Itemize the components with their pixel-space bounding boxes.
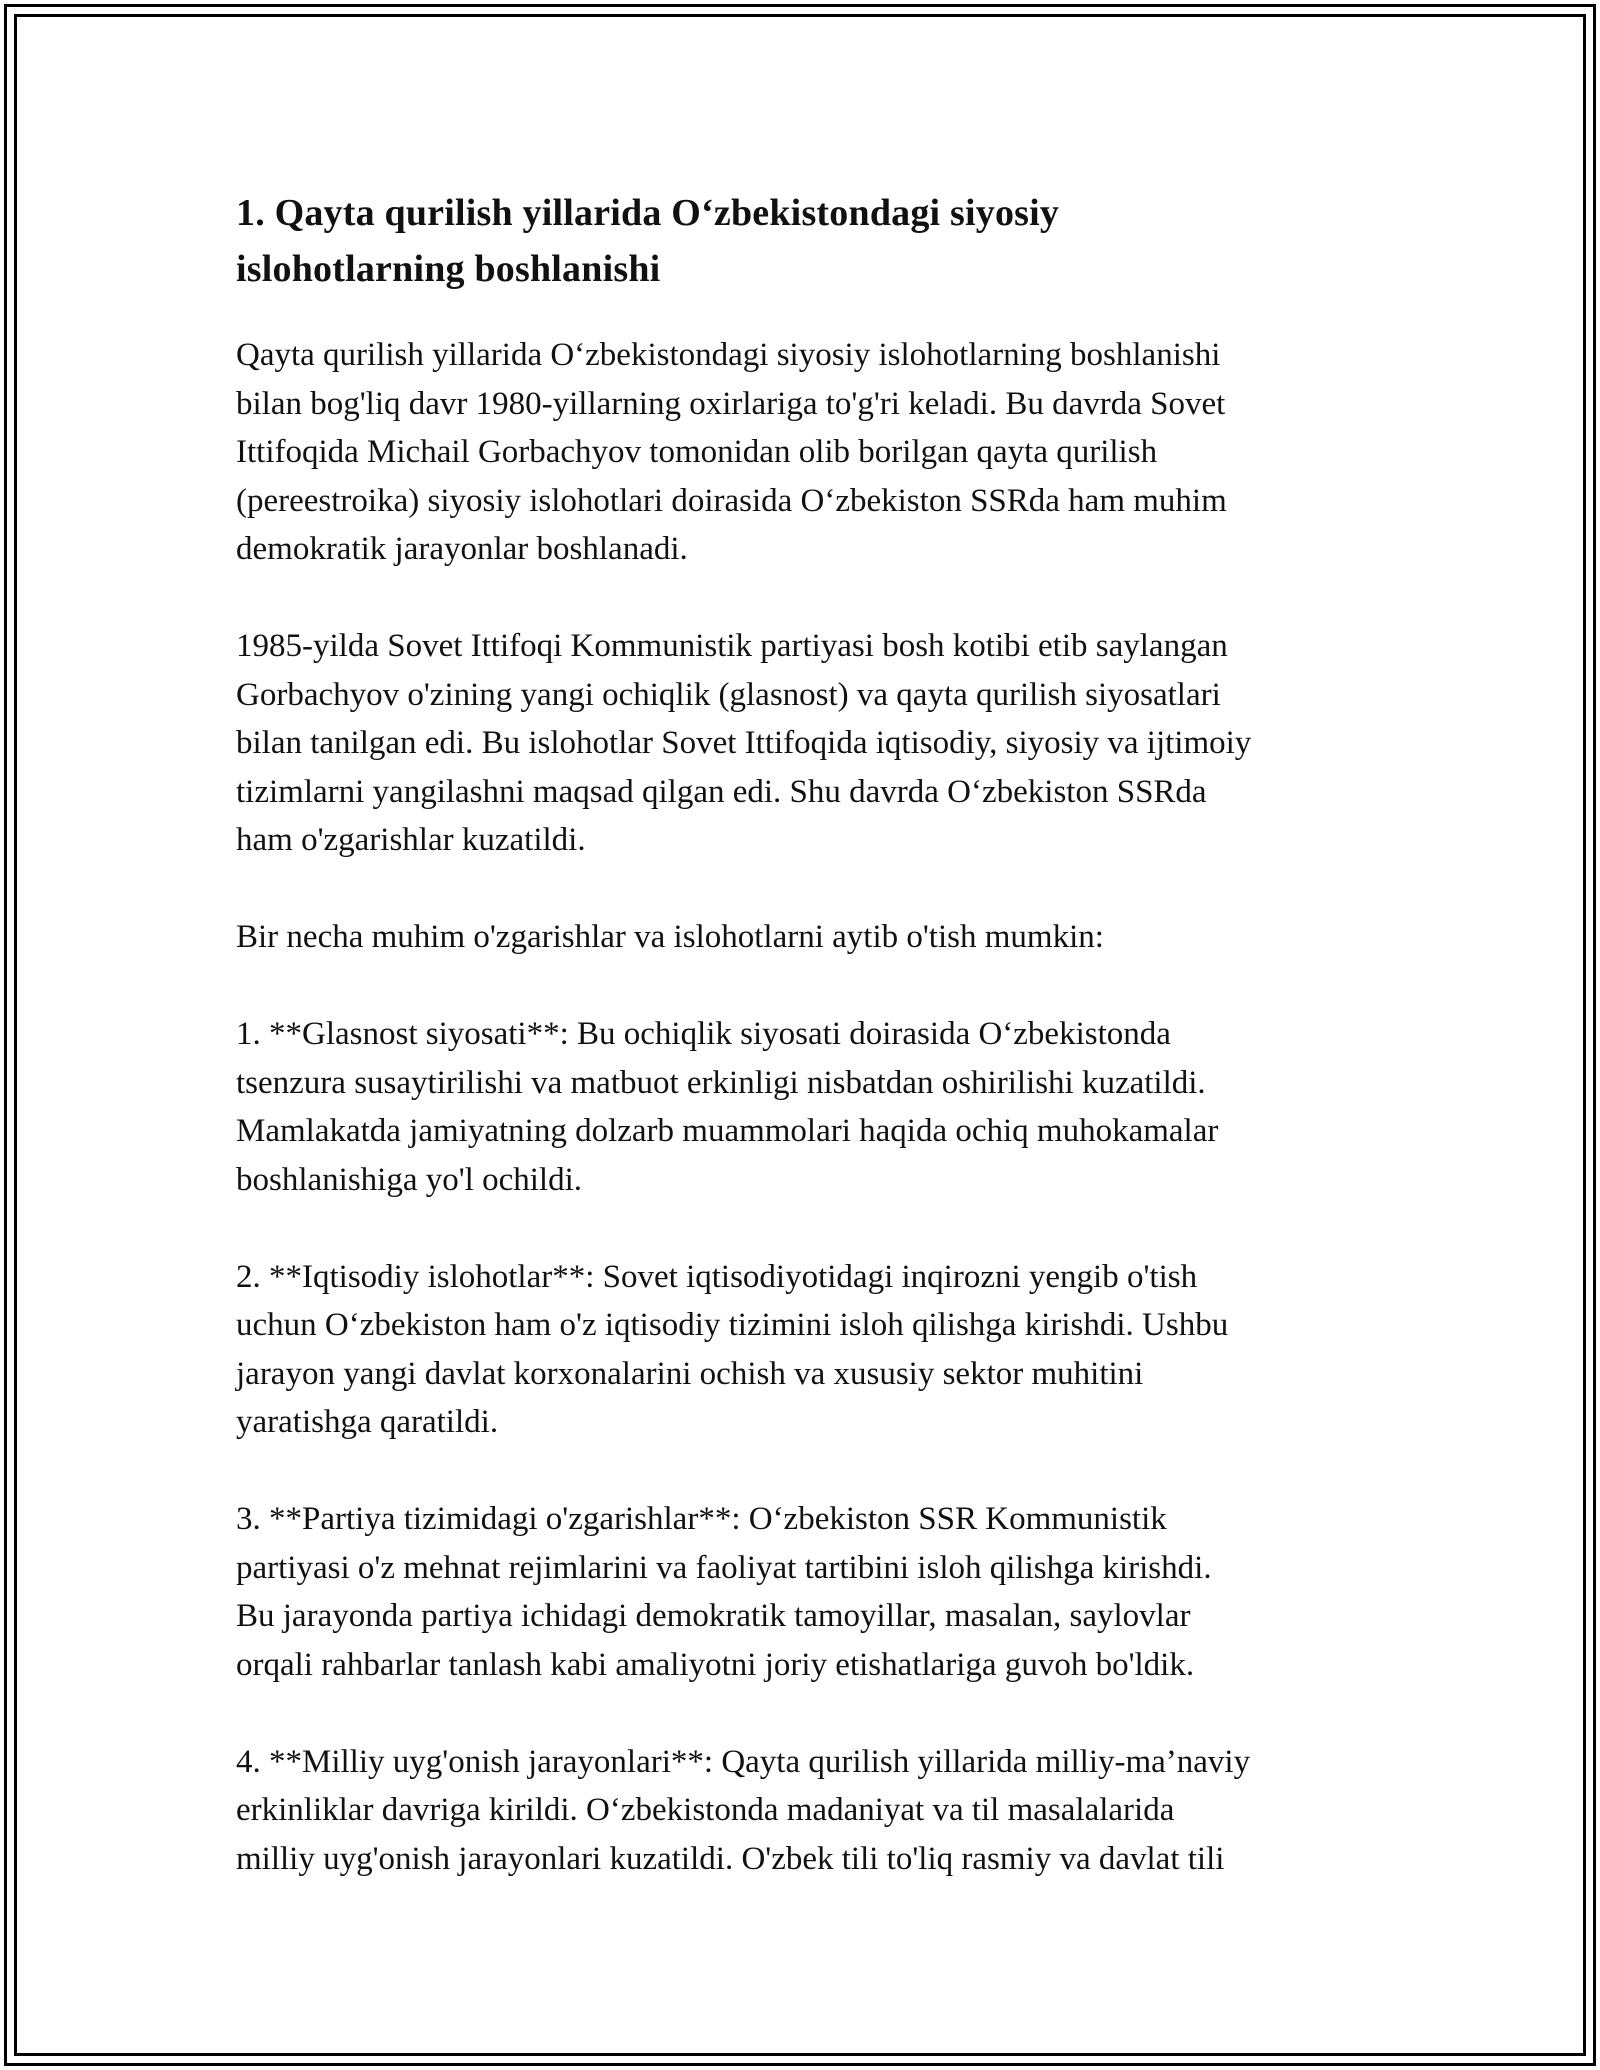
paragraph-gorbachyov: 1985-yilda Sovet Ittifoqi Kommunistik partiyasi bosh kotibi etib saylangan Gorbachyov o'zining yangi ochiqlik (glasnost) va qayta qurilish siyosatlari bilan tanilgan edi. Bu islohotlar Sovet Ittifoqida iqtisodiy, siyosiy va ijtimoiy tizimlarni yangilashni maqsad qilgan edi. Shu davrda O‘zbekiston SSRda ham o'zgarishlar kuzatildi. [236,628,1252,858]
list-item-party-changes: 3. **Partiya tizimidagi o'zgarishlar**: O‘zbekiston SSR Kommunistik partiyasi o'z mehnat rejimlarini va faoliyat tartibini isloh qilishga kirishdi. Bu jarayonda partiya ichidagi demokratik tamoyillar, masalan, saylovlar orqali rahbarlar tanlash kabi amaliyotni joriy etishatlariga guvoh bo'ldik. [236,1501,1212,1683]
list-item-economic-reforms: 2. **Iqtisodiy islohotlar**: Sovet iqtisodiyotidagi inqirozni yengib o'tish uchun O‘zbekiston ham o'z iqtisodiy tizimini isloh qilishga kirishdi. Ushbu jarayon yangi davlat korxonalarini ochish va xususiy sektor muhitini yaratishga qaratildi. [236,1258,1229,1440]
document-title: 1. Qayta qurilish yillarida O‘zbekistondagi siyosiy islohotlarning boshlanishi [236,192,1060,290]
list-item-glasnost: 1. **Glasnost siyosati**: Bu ochiqlik siyosati doirasida O‘zbekistonda tsenzura susaytirilishi va matbuot erkinligi nisbatdan oshirilishi kuzatildi. Mamlakatda jamiyatning dolzarb muammolari haqida ochiq muhokamalar boshlanishiga yo'l ochildi. [236,1016,1219,1198]
paragraph-list-lead: Bir necha muhim o'zgarishlar va islohotlarni aytib o'tish mumkin: [236,919,1104,955]
paragraph-intro: Qayta qurilish yillarida O‘zbekistondagi siyosiy islohotlarning boshlanishi bilan bog'liq davr 1980-yillarning oxirlariga to'g'ri keladi. Bu davrda Sovet Ittifoqida Michail Gorbachyov tomonidan olib borilgan qayta qurilish (pereestroika) siyosiy islohotlari doirasida O‘zbekiston SSRda ham muhim demokratik jarayonlar boshlanadi. [236,337,1227,567]
document-body [236,185,1386,1883]
list-item-national-awakening: 4. **Milliy uyg'onish jarayonlari**: Qayta qurilish yillarida milliy-ma’naviy erkinliklar davriga kirildi. O‘zbekistonda madaniyat va til masalalarida milliy uyg'onish jarayonlari kuzatildi. O'zbek tili to'liq rasmiy va davlat tili [236,1743,1251,1877]
